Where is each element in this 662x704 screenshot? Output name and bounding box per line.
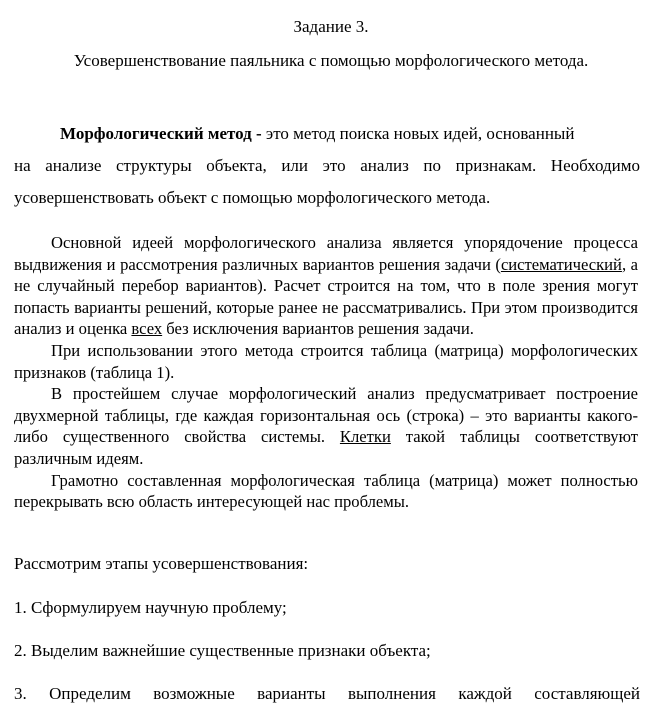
document-heading: Задание 3. (293, 17, 369, 36)
body-text (14, 232, 638, 513)
paragraph-1-part-b: , а не случайный перебор вариантов). Расчет строится на том, что в поле зрения могут попасть варианты решений, которые ранее не рассматривались. При этом производится анализ и оценка (14, 254, 638, 339)
paragraph-2: При использовании этого метода строится таблица (матрица) морфологических признаков (таблица 1). (14, 340, 638, 382)
step-1: 1. Сформулируем научную проблему; (14, 598, 287, 617)
underlined-all: всех (131, 319, 163, 339)
intro-line-2: на анализе структуры объекта, или это анализ по признакам. Необходимо (14, 156, 640, 175)
stages-intro: Рассмотрим этапы усовершенствования: (14, 554, 309, 573)
paragraph-3-part-a: В простейшем случае морфологический анализ предусматривает построение двухмерной таблицы, где каждая горизонтальная ось (строка) – это варианты какого-либо существенного свойства системы. (14, 384, 638, 447)
step-3: 3. Определим возможные варианты выполнения каждой составляющей (14, 684, 640, 703)
paragraph-1-part-a: Основной идеей морфологического анализа является упорядочение процесса выдвижения и рассмотрения различных вариантов решения задачи ( (14, 233, 638, 274)
underlined-systematic: систематический (500, 254, 622, 274)
intro-line-1 (14, 118, 640, 150)
step-2: 2. Выделим важнейшие существенные признаки объекта; (14, 641, 431, 660)
underlined-cells: Клетки (339, 427, 391, 447)
paragraph-1-part-c: без исключения вариантов решения задачи. (162, 319, 474, 339)
paragraph-4: Грамотно составленная морфологическая таблица (матрица) может полностью перекрывать всю область интересующей нас проблемы. (14, 470, 638, 512)
intro-line-3: усовершенствовать объект с помощью морфологического метода. (14, 188, 491, 207)
intro-text-1: это метод поиска новых идей, основанный (261, 124, 575, 143)
paragraph-1 (14, 232, 638, 340)
document-subheading: Усовершенствование паяльника с помощью морфологического метода. (73, 51, 589, 70)
intro-term: Морфологический метод - (60, 124, 262, 143)
paragraph-3-part-b: такой таблицы соответствуют различным идеям. (14, 427, 638, 468)
intro-paragraph (14, 118, 640, 214)
paragraph-3 (14, 383, 638, 469)
